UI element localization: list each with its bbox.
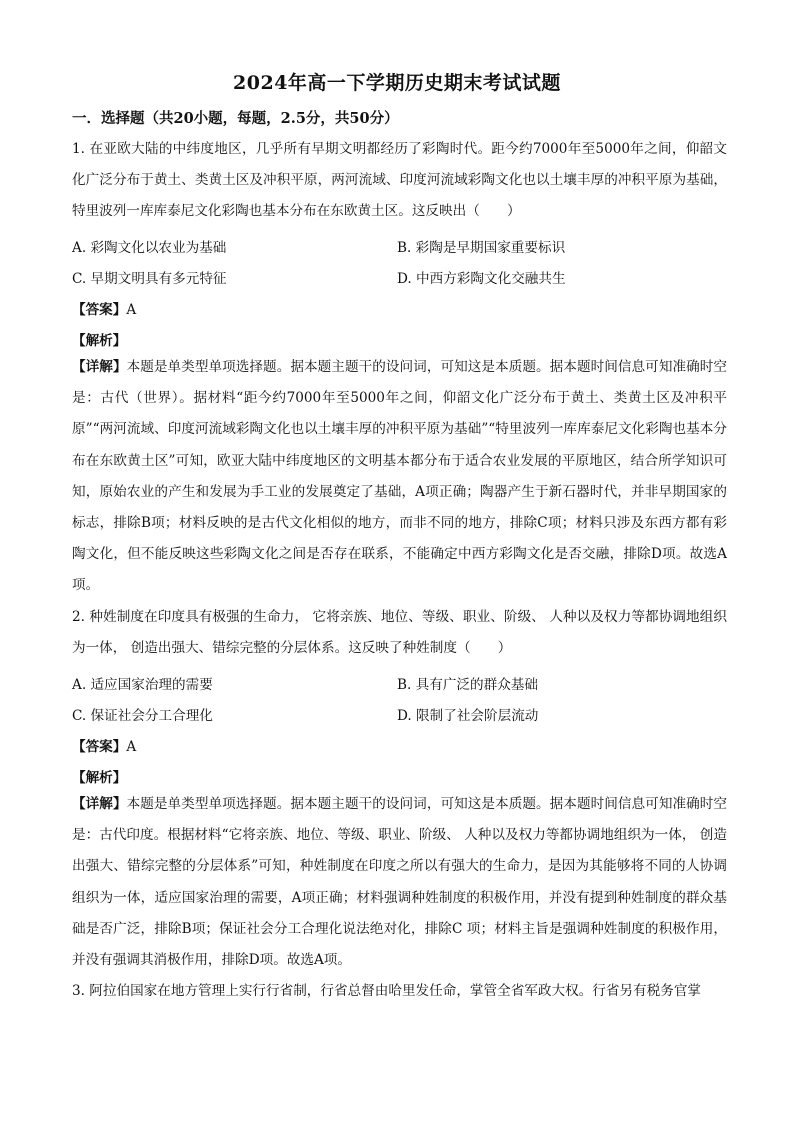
question-2-option-d: D. 限制了社会阶层流动 (397, 708, 539, 724)
question-2-analysis-tag: 【解析】 (72, 770, 127, 786)
answer-value: A (126, 739, 137, 755)
section-heading: 一．选择题（共20小题，每题，2.5分，共50分） (72, 110, 399, 127)
question-2-detail (72, 789, 727, 976)
answer-tag: 【答案】 (72, 739, 127, 755)
question-1-answer (72, 298, 136, 318)
question-2-answer (72, 735, 136, 755)
detail-text: 本题是单类型单项选择题。据本题主题干的设问词，可知这是本质题。据本题时间信息可知准确时空是：古代（世界）。据材料“距今约7000年至5000年之间，仰韶文化广泛分布于黄土、类黄土区及冲积平原”“两河流域、印度河流域彩陶文化也以土壤丰厚的冲积平原为基础”“特里波列一库库泰尼文化彩陶也基本分布在东欧黄土区”可知，欧亚大陆中纬度地区的文明基本都分布于适合农业发展的平原地区，结合所学知识可知，原始农业的产生和发展为手工业的发展奠定了基础，A项正确；陶器产生于新石器时代，并非早期国家的标志，排除B项；材料反映的是古代文化相似的地方，而非不同的地方，排除C项；材料只涉及东西方都有彩陶文化，但不能反映这些彩陶文化之间是否存在联系，不能确定中西方彩陶文化是否交融，排除D项。故选A项。 (72, 359, 728, 594)
question-3-stem: 3. 阿拉伯国家在地方管理上实行行省制，行省总督由哈里发任命，掌管全省军政大权。行省另有税务官掌 (72, 983, 702, 999)
question-1-option-d: D. 中西方彩陶文化交融共生 (397, 271, 566, 287)
question-1-option-c: C. 早期文明具有多元特征 (72, 271, 227, 287)
detail-text: 本题是单类型单项选择题。据本题主题干的设问词，可知这是本质题。据本题时间信息可知准确时空是：古代印度。根据材料“它将亲族、地位、等级、职业、阶级、 人种以及权力等都协调地组织为一体， 创造出强大、错综完整的分层体系”可知，种姓制度在印度之所以有强大的生命力，是因为其能够将不同的人协调组织为一体，适应国家治理的需要，A项正确；材料强调种姓制度的积极作用，并没有提到种姓制度的群众基础是否广泛，排除B项；保证社会分工合理化说法绝对化，排除C 项；材料主旨是强调种姓制度的积极作用，并没有强调其消极作用，排除D项。故选A项。 (72, 796, 728, 969)
answer-tag: 【答案】 (72, 302, 127, 318)
page-title: 2024年高一下学期历史期末考试试题 (233, 72, 561, 94)
question-2-stem: 2. 种姓制度在印度具有极强的生命力， 它将亲族、地位、等级、职业、阶级、 人种以及权力等都协调地组织为一体， 创造出强大、错综完整的分层体系。这反映了种姓制度（ ） (72, 609, 727, 657)
detail-tag: 【详解】 (72, 796, 127, 812)
question-2-option-a: A. 适应国家治理的需要 (72, 677, 213, 693)
question-1-option-b: B. 彩陶是早期国家重要标识 (397, 240, 566, 256)
answer-value: A (126, 302, 137, 318)
detail-tag: 【详解】 (72, 359, 127, 375)
question-1-analysis-tag: 【解析】 (72, 333, 127, 349)
question-1-detail (72, 352, 727, 602)
question-2-option-b: B. 具有广泛的群众基础 (397, 677, 538, 693)
question-1-option-a: A. 彩陶文化以农业为基础 (72, 240, 227, 256)
question-2-option-c: C. 保证社会分工合理化 (72, 708, 213, 724)
question-1-stem: 1. 在亚欧大陆的中纬度地区，几乎所有早期文明都经历了彩陶时代。距今约7000年至5000年之间，仰韶文化广泛分布于黄土、类黄土区及冲积平原，两河流域、印度河流域彩陶文化也以土壤丰厚的冲积平原为基础，特里波列一库库泰尼文化彩陶也基本分布在东欧黄土区。这反映出（ ） (72, 141, 727, 220)
